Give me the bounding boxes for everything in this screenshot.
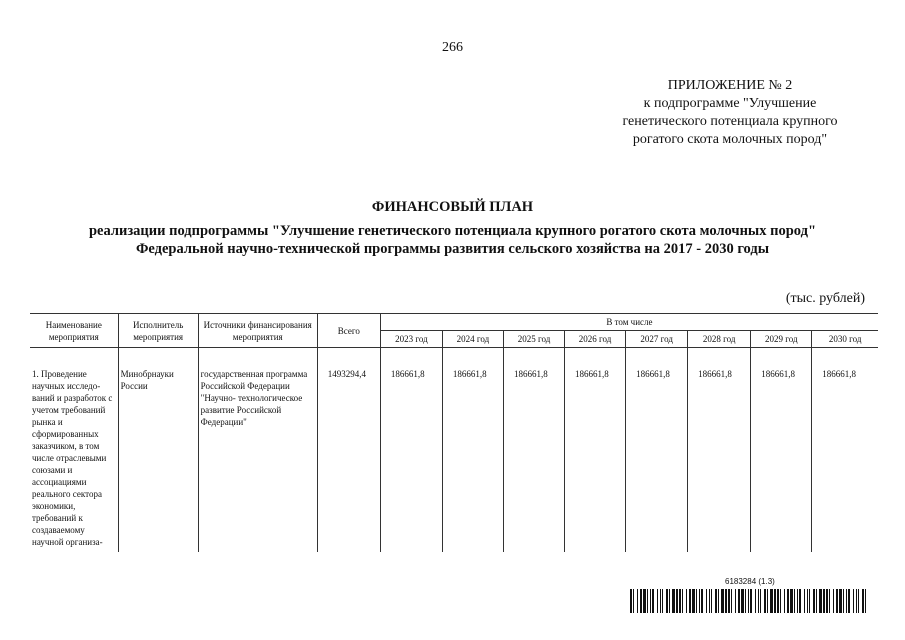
header-year: 2028 год [688, 331, 751, 348]
barcode-number: 6183284 (1.3) [725, 577, 775, 586]
header-total: Всего [317, 314, 380, 348]
cell-year: 186661,8 [812, 364, 878, 552]
header-year: 2025 год [503, 331, 564, 348]
cell-year: 186661,8 [688, 364, 751, 552]
header-executor: Исполнитель мероприятия [118, 314, 198, 348]
document-title: ФИНАНСОВЫЙ ПЛАН [371, 199, 534, 215]
header-year: 2030 год [812, 331, 878, 348]
subtitle-line: реализации подпрограммы "Улучшение генетического потенциала крупного рогатого скота молочных пород" [88, 223, 817, 239]
cell-year: 186661,8 [626, 364, 688, 552]
table-row [30, 364, 878, 552]
subtitle-line: Федеральной научно-технической программы развития сельского хозяйства на 2017 - 2030 годы [135, 241, 770, 257]
barcode-icon [630, 589, 868, 613]
header-source: Источники финансирования мероприятия [198, 314, 317, 348]
cell-year: 186661,8 [565, 364, 626, 552]
cell-total: 1493294,4 [317, 364, 380, 552]
page-number: 266 [442, 40, 463, 55]
header-including: В том числе [380, 314, 878, 331]
appendix-line: к подпрограмме "Улучшение [643, 96, 817, 111]
units-label: (тыс. рублей) [785, 291, 865, 306]
appendix-line: генетического потенциала крупного [622, 114, 838, 129]
document-subtitle [0, 222, 905, 258]
header-name: Наименование мероприятия [30, 314, 118, 348]
header-year: 2026 год [565, 331, 626, 348]
cell-year: 186661,8 [503, 364, 564, 552]
cell-source: государственная программа Российской Федерации "Научно- технологическое развитие Российской Федерации" [198, 364, 317, 552]
cell-year: 186661,8 [751, 364, 812, 552]
financial-plan-table [30, 313, 878, 552]
appendix-header [590, 77, 870, 149]
header-year: 2027 год [626, 331, 688, 348]
header-year: 2023 год [380, 331, 442, 348]
cell-executor: Минобрнауки России [118, 364, 198, 552]
header-year: 2029 год [751, 331, 812, 348]
cell-year: 186661,8 [380, 364, 442, 552]
header-year: 2024 год [442, 331, 503, 348]
cell-name: 1. Проведение научных исследо- ваний и разработок с учетом требований рынка и сформированных заказчиком, в том числе отраслевыми союзами и ассоциациями реального сектора экономики, требований к создаваемому научной организа- [32, 368, 113, 547]
appendix-line: рогатого скота молочных пород" [632, 132, 828, 147]
cell-year: 186661,8 [442, 364, 503, 552]
appendix-line: ПРИЛОЖЕНИЕ № 2 [667, 78, 793, 93]
